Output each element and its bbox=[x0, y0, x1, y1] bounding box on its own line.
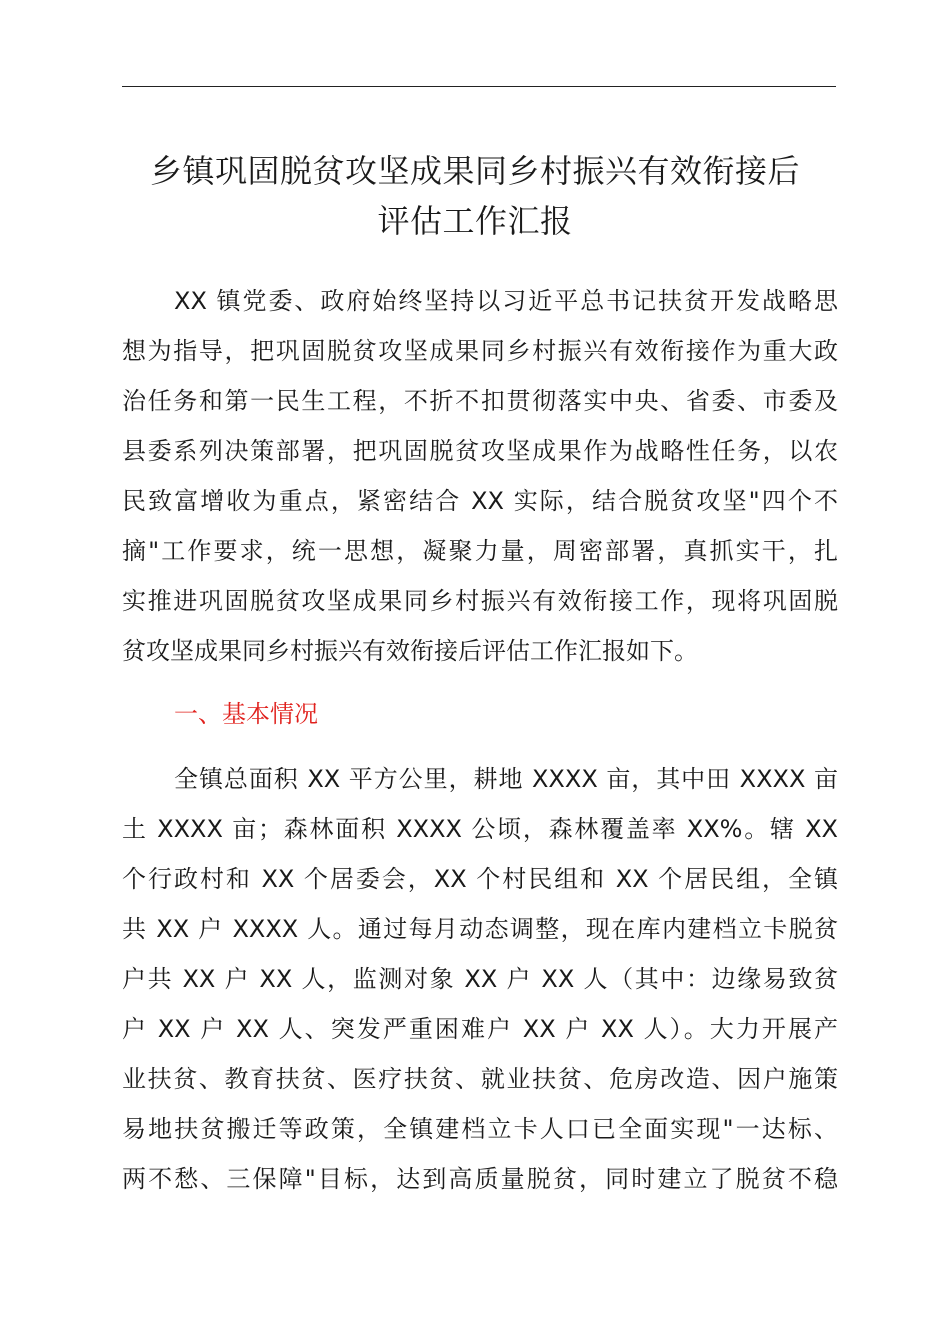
basic-situation-paragraph bbox=[122, 754, 838, 1204]
section-heading-basic-situation: 一、基本情况 bbox=[174, 700, 318, 728]
paragraph-line: XX 镇党委、政府始终坚持以习近平总书记扶贫开发战略思 bbox=[174, 287, 838, 315]
intro-paragraph bbox=[122, 276, 838, 676]
paragraph-line: 户 XX 户 XX 人、突发严重困难户 XX 户 XX 人）。大力开展产 bbox=[122, 1015, 838, 1043]
title-line-2: 评估工作汇报 bbox=[377, 202, 573, 240]
paragraph-line: 全镇总面积 XX 平方公里，耕地 XXXX 亩，其中田 XXXX 亩 bbox=[174, 765, 838, 793]
paragraph-line: 贫攻坚成果同乡村振兴有效衔接后评估工作汇报如下。 bbox=[122, 637, 698, 665]
header-rule bbox=[122, 86, 836, 87]
paragraph-line: 治任务和第一民生工程，不折不扣贯彻落实中央、省委、市委及 bbox=[122, 387, 838, 415]
paragraph-line: 共 XX 户 XXXX 人。通过每月动态调整，现在库内建档立卡脱贫 bbox=[122, 915, 838, 943]
paragraph-line: 户共 XX 户 XX 人，监测对象 XX 户 XX 人（其中：边缘易致贫 bbox=[122, 965, 838, 993]
paragraph-line: 摘"工作要求，统一思想，凝聚力量，周密部署，真抓实干，扎 bbox=[122, 537, 838, 565]
paragraph-line: 业扶贫、教育扶贫、医疗扶贫、就业扶贫、危房改造、因户施策 bbox=[122, 1065, 838, 1093]
paragraph-line: 实推进巩固脱贫攻坚成果同乡村振兴有效衔接工作，现将巩固脱 bbox=[122, 587, 838, 615]
paragraph-line: 易地扶贫搬迁等政策，全镇建档立卡人口已全面实现"一达标、 bbox=[122, 1115, 838, 1143]
paragraph-line: 两不愁、三保障"目标，达到高质量脱贫，同时建立了脱贫不稳 bbox=[122, 1165, 838, 1193]
paragraph-line: 民致富增收为重点，紧密结合 XX 实际，结合脱贫攻坚"四个不 bbox=[122, 487, 838, 515]
title-line-1: 乡镇巩固脱贫攻坚成果同乡村振兴有效衔接后 bbox=[149, 152, 800, 190]
paragraph-line: 个行政村和 XX 个居委会，XX 个村民组和 XX 个居民组，全镇 bbox=[122, 865, 838, 893]
paragraph-line: 想为指导，把巩固脱贫攻坚成果同乡村振兴有效衔接作为重大政 bbox=[122, 337, 838, 365]
paragraph-line: 县委系列决策部署，把巩固脱贫攻坚成果作为战略性任务，以农 bbox=[122, 437, 838, 465]
document-title bbox=[100, 146, 850, 246]
paragraph-line: 土 XXXX 亩；森林面积 XXXX 公顷，森林覆盖率 XX%。辖 XX bbox=[122, 815, 838, 843]
